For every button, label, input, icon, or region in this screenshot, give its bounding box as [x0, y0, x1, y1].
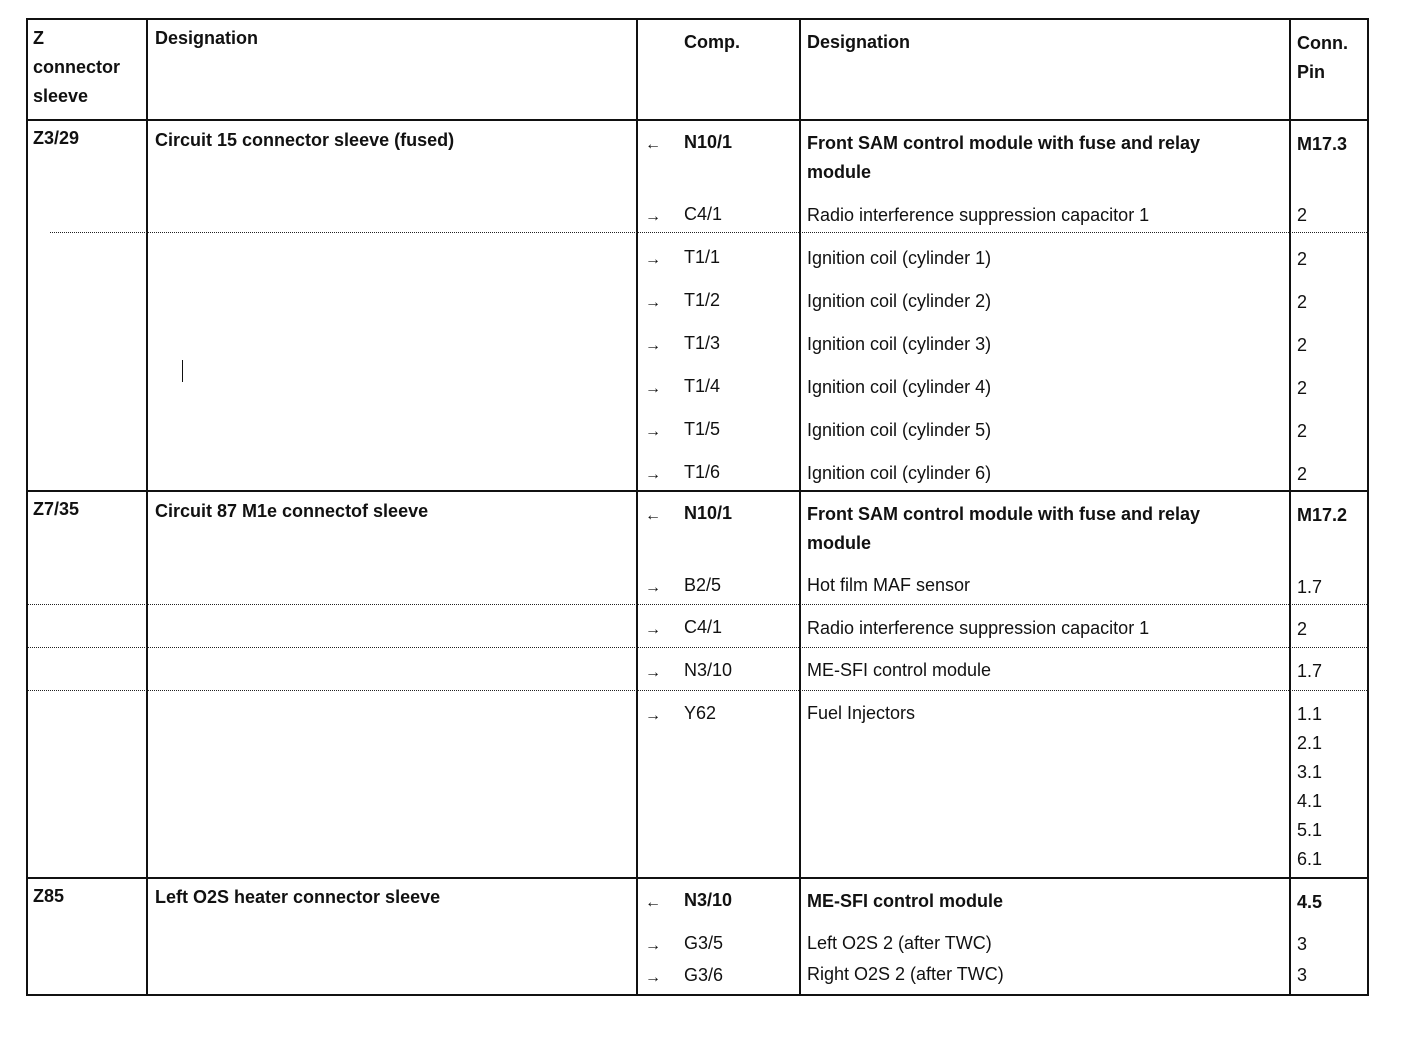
connector-pin: 2 — [1297, 335, 1308, 355]
component-code: T1/5 — [684, 419, 721, 439]
table-border-right — [1367, 18, 1369, 996]
header-conn-pin: Conn. Pin — [1297, 33, 1348, 82]
component-code: C4/1 — [684, 617, 723, 637]
connector-pin: M17.3 — [1297, 134, 1348, 154]
header-comp: Comp. — [684, 32, 740, 52]
column-divider — [146, 18, 148, 996]
direction-in-icon: ← — [645, 894, 661, 911]
component-code: T1/3 — [684, 333, 721, 353]
component-description: Right O2S 2 (after TWC) — [807, 964, 1004, 984]
component-description: Front SAM control module with fuse and relay module — [807, 133, 1201, 182]
direction-out-icon: → — [645, 294, 661, 311]
component-description: Ignition coil (cylinder 2) — [807, 291, 992, 311]
component-code: N3/10 — [684, 890, 733, 910]
connector-pin: 2 — [1297, 249, 1308, 269]
component-description: ME-SFI control module — [807, 660, 992, 680]
direction-out-icon: → — [645, 969, 661, 986]
component-description: Left O2S 2 (after TWC) — [807, 933, 992, 953]
row-separator-dotted — [28, 604, 1369, 605]
connector-pin: 3 — [1297, 934, 1308, 954]
direction-out-icon: → — [645, 337, 661, 354]
direction-in-icon: ← — [645, 136, 661, 153]
group-designation: Left O2S heater connector sleeve — [155, 887, 441, 907]
row-separator-dotted — [28, 647, 1369, 648]
component-code: N10/1 — [684, 132, 733, 152]
direction-out-icon: → — [645, 251, 661, 268]
header-designation-2: Designation — [807, 32, 911, 52]
group-z-number: Z3/29 — [33, 128, 80, 148]
column-divider — [636, 18, 638, 996]
table-border-top — [26, 18, 1369, 20]
connector-pin: 2 — [1297, 421, 1308, 441]
connector-pin: 2 — [1297, 464, 1308, 484]
direction-out-icon: → — [645, 664, 661, 681]
direction-out-icon: → — [645, 579, 661, 596]
component-code: Y62 — [684, 703, 717, 723]
component-description: Ignition coil (cylinder 3) — [807, 334, 992, 354]
table-border-left — [26, 18, 28, 996]
connector-pin: 1.7 — [1297, 577, 1323, 597]
component-code: B2/5 — [684, 575, 722, 595]
scan-mark — [182, 360, 183, 382]
direction-in-icon: ← — [645, 507, 661, 524]
group-z-number: Z7/35 — [33, 499, 80, 519]
group-divider — [26, 490, 1369, 492]
row-separator-dotted — [28, 690, 1369, 691]
group-designation: Circuit 87 M1e connectof sleeve — [155, 501, 429, 521]
connector-pin-list: 1.1 2.1 3.1 4.1 5.1 6.1 — [1297, 704, 1323, 869]
table-border-bottom — [26, 994, 1369, 996]
component-code: N3/10 — [684, 660, 733, 680]
component-description: Front SAM control module with fuse and relay module — [807, 504, 1201, 553]
component-description: Ignition coil (cylinder 1) — [807, 248, 992, 268]
direction-out-icon: → — [645, 621, 661, 638]
component-description: Fuel Injectors — [807, 703, 916, 723]
connector-pin: 4.5 — [1297, 892, 1323, 912]
direction-out-icon: → — [645, 466, 661, 483]
connector-pin: 3 — [1297, 965, 1308, 985]
component-code: T1/6 — [684, 462, 721, 482]
component-code: T1/1 — [684, 247, 721, 267]
connector-pin: 2 — [1297, 378, 1308, 398]
header-z-connector-sleeve: Z connector sleeve — [33, 28, 121, 106]
component-code: T1/4 — [684, 376, 721, 396]
component-description: Ignition coil (cylinder 4) — [807, 377, 992, 397]
connector-pin: 1.7 — [1297, 661, 1323, 681]
connector-pin: 2 — [1297, 619, 1308, 639]
component-description: Hot film MAF sensor — [807, 575, 971, 595]
column-divider — [799, 18, 801, 996]
group-z-number: Z85 — [33, 886, 65, 906]
component-description: Ignition coil (cylinder 6) — [807, 463, 992, 483]
header-designation: Designation — [155, 28, 259, 48]
component-code: N10/1 — [684, 503, 733, 523]
direction-out-icon: → — [645, 707, 661, 724]
column-divider — [1289, 18, 1291, 996]
connector-pin: 2 — [1297, 292, 1308, 312]
component-code: T1/2 — [684, 290, 721, 310]
direction-out-icon: → — [645, 937, 661, 954]
component-code: G3/5 — [684, 933, 724, 953]
component-description: Radio interference suppression capacitor 1 — [807, 205, 1150, 225]
row-separator-dotted — [50, 232, 1369, 233]
group-divider — [26, 877, 1369, 879]
component-description: Ignition coil (cylinder 5) — [807, 420, 992, 440]
component-code: C4/1 — [684, 204, 723, 224]
connector-pin: M17.2 — [1297, 505, 1348, 525]
direction-out-icon: → — [645, 423, 661, 440]
component-code: G3/6 — [684, 965, 724, 985]
group-designation: Circuit 15 connector sleeve (fused) — [155, 130, 455, 150]
header-divider — [26, 119, 1369, 121]
connector-pin: 2 — [1297, 205, 1308, 225]
direction-out-icon: → — [645, 380, 661, 397]
direction-out-icon: → — [645, 208, 661, 225]
component-description: Radio interference suppression capacitor 1 — [807, 618, 1150, 638]
component-description: ME-SFI control module — [807, 891, 1003, 911]
